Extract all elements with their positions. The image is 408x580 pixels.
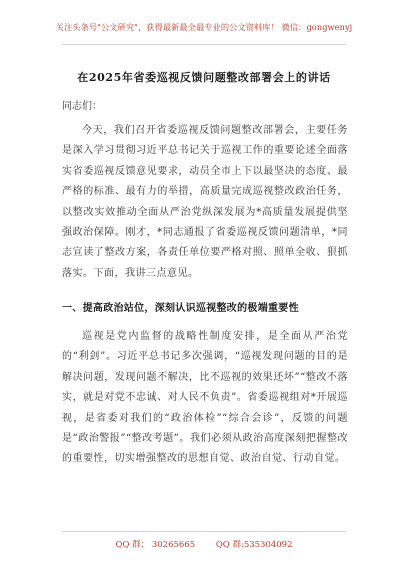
- footer-qq-group-2: QQ 群:535304092: [215, 540, 293, 550]
- section-heading-1: 一、提高政治站位，深刻认识巡视整改的极端重要性: [62, 303, 299, 314]
- footer-divider: [62, 531, 346, 532]
- paragraph-section-1: 巡视是党内监督的战略性制度安排，是全面从严治党的“利剑”。习近平总书记多次强调，“巡视发现问题的目的是解决问题，发现问题不解决，比不巡视的效果还坏”“整改不落实，就是对党不忠诚、对人民不负责”。省委巡视组对*开展巡视，是省委对我们的“政治体检”“综合会诊”，反馈的问题是“政治警报”“整改考题”。我们必须从政治高度深刻把握整改的重要性，切实增强整改的思想自觉、政治自觉、行动自觉。: [62, 331, 348, 465]
- document-title: 在2025年省委巡视反馈问题整改部署会上的讲话: [77, 71, 331, 84]
- footer-qq-group-1: QQ 群： 30265665: [115, 540, 196, 550]
- header-divider: [62, 44, 346, 45]
- promo-banner: 关注头条号"公文研究"，获得最新最全最专业的公文资料库！ 微信：gongwenyj: [55, 22, 353, 32]
- salutation: 同志们：: [62, 101, 102, 112]
- footer: [0, 538, 408, 550]
- paragraph-intro: 今天，我们召开省委巡视反馈问题整改部署会，主要任务是深入学习贯彻习近平总书记关于巡视工作的重要论述全面落实省委巡视反馈意见要求，动员全市上下以最坚决的态度、最严格的标准、最有力的举措，高质量完成巡视整改政治任务，以整改实效推动全面从严治党纵深发展为*高质量发展提供坚强政治保障。刚才，*同志通报了省委巡视反馈问题清单，*同志宣读了整改方案，各责任单位要严格对照、照单全收、狠抓落实。下面，我讲三点意见。: [62, 125, 348, 279]
